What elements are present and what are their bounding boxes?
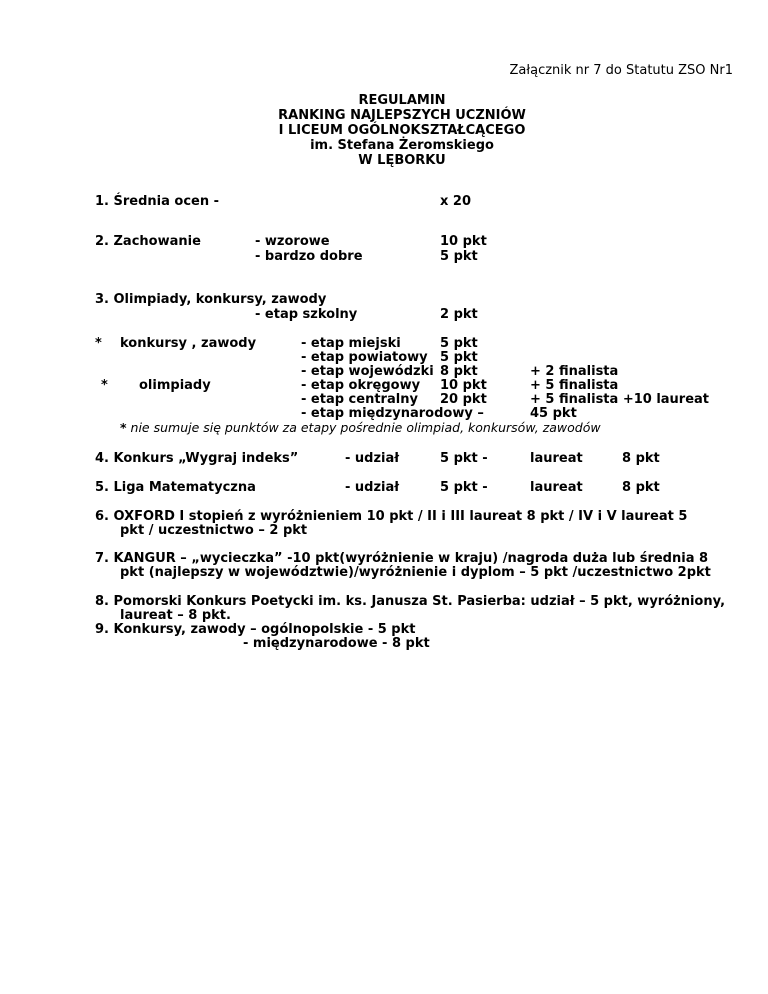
stage-bonus: + 5 finalista bbox=[530, 378, 619, 393]
section-6-line-2: pkt / uczestnictwo – 2 pkt bbox=[120, 523, 308, 538]
competitions-label: konkursy , zawody bbox=[120, 336, 257, 351]
section-2-label: 2. Zachowanie bbox=[95, 234, 201, 249]
stage-label: - etap międzynarodowy – bbox=[301, 406, 484, 421]
section-1-label: 1. Średnia ocen - bbox=[95, 194, 220, 209]
document-title bbox=[0, 93, 768, 168]
section-4-label: 4. Konkurs „Wygraj indeks” bbox=[95, 451, 299, 466]
school-stage-points: 2 pkt bbox=[440, 307, 478, 322]
section-5-participation-points: 5 pkt - bbox=[440, 480, 488, 495]
section-4-participation: - udział bbox=[345, 451, 400, 466]
section-9-line-1: 9. Konkursy, zawody – ogólnopolskie - 5 pkt bbox=[95, 622, 416, 637]
section-4-laureate: laureat bbox=[530, 451, 583, 466]
school-stage-label: - etap szkolny bbox=[255, 307, 358, 322]
stage-points: 5 pkt bbox=[440, 336, 478, 351]
section-5-laureate-points: 8 pkt bbox=[622, 480, 660, 495]
stage-label: - etap okręgowy bbox=[301, 378, 421, 393]
behaviour-excellent: - wzorowe bbox=[255, 234, 330, 249]
olympiad-star: * bbox=[101, 378, 108, 393]
section-7-line-2: pkt (najlepszy w województwie)/wyróżnienie i dyplom – 5 pkt /uczestnictwo 2pkt bbox=[120, 565, 711, 580]
section-9-line-2: - międzynarodowe - 8 pkt bbox=[243, 636, 430, 651]
section-3-label: 3. Olimpiady, konkursy, zawody bbox=[95, 292, 327, 307]
section-6-line-1: 6. OXFORD I stopień z wyróżnieniem 10 pkt / II i III laureat 8 pkt / IV i V laureat 5 bbox=[95, 509, 688, 524]
section-4-participation-points: 5 pkt - bbox=[440, 451, 488, 466]
olympiad-label: olimpiady bbox=[139, 378, 211, 393]
section-1-value: x 20 bbox=[440, 194, 472, 209]
stage-bonus: + 2 finalista bbox=[530, 364, 619, 379]
footnote-text: nie sumuje się punktów za etapy pośrednie olimpiad, konkursów, zawodów bbox=[126, 420, 601, 435]
competitions-star: * bbox=[95, 336, 102, 351]
section-4-laureate-points: 8 pkt bbox=[622, 451, 660, 466]
attachment-note: Załącznik nr 7 do Statutu ZSO Nr1 bbox=[509, 63, 733, 78]
title-line: REGULAMIN bbox=[358, 93, 446, 108]
section-5-participation: - udział bbox=[345, 480, 400, 495]
stage-label: - etap miejski bbox=[301, 336, 401, 351]
behaviour-very-good-points: 5 pkt bbox=[440, 249, 478, 264]
stage-points: 45 pkt bbox=[530, 406, 577, 421]
footnote-star: * bbox=[120, 420, 127, 435]
stage-points: 20 pkt bbox=[440, 392, 487, 407]
stage-label: - etap powiatowy bbox=[301, 350, 428, 365]
title-line: I LICEUM OGÓLNOKSZTAŁCĄCEGO bbox=[278, 123, 526, 138]
stage-label: - etap wojewódzki bbox=[301, 364, 434, 379]
section-5-laureate: laureat bbox=[530, 480, 583, 495]
title-line: W LĘBORKU bbox=[358, 153, 446, 168]
section-8-line-2: laureat – 8 pkt. bbox=[120, 608, 231, 623]
stage-label: - etap centralny bbox=[301, 392, 418, 407]
section-8-line-1: 8. Pomorski Konkurs Poetycki im. ks. Janusza St. Pasierba: udział – 5 pkt, wyróżniony, bbox=[95, 594, 726, 609]
behaviour-very-good: - bardzo dobre bbox=[255, 249, 363, 264]
stage-bonus: + 5 finalista +10 laureat bbox=[530, 392, 710, 407]
section-3-footnote bbox=[120, 420, 601, 435]
title-line: RANKING NAJLEPSZYCH UCZNIÓW bbox=[278, 108, 526, 123]
stage-points: 5 pkt bbox=[440, 350, 478, 365]
behaviour-excellent-points: 10 pkt bbox=[440, 234, 487, 249]
section-7-line-1: 7. KANGUR – „wycieczka” -10 pkt(wyróżnienie w kraju) /nagroda duża lub średnia 8 bbox=[95, 551, 709, 566]
title-line: im. Stefana Żeromskiego bbox=[310, 138, 494, 153]
section-5-label: 5. Liga Matematyczna bbox=[95, 480, 256, 495]
stage-points: 8 pkt bbox=[440, 364, 478, 379]
stage-points: 10 pkt bbox=[440, 378, 487, 393]
